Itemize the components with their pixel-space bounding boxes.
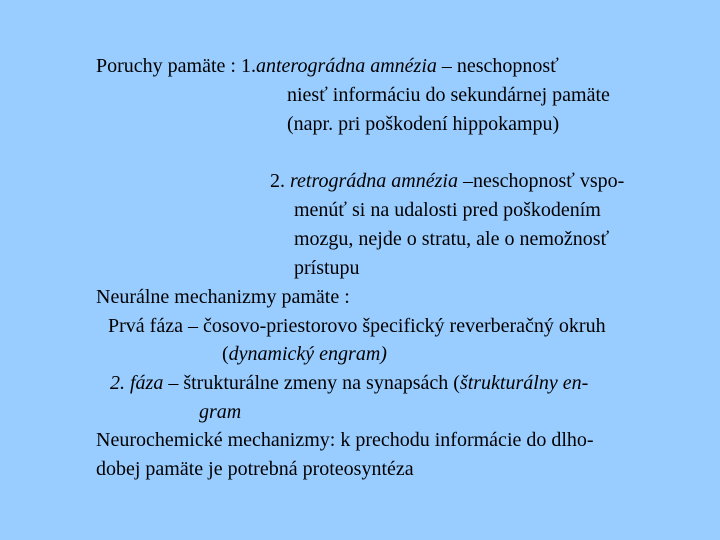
phase1-paren: ( [222, 343, 229, 365]
item2-line-4: prístupu [294, 257, 360, 279]
item2-line-3: mozgu, nejde o stratu, ale o nemožnosť [294, 228, 610, 250]
item1-line-3: (napr. pri poškodení hippokampu) [287, 113, 560, 135]
poruchy-line-1 [96, 53, 559, 79]
item1-rest: – neschopnosť [436, 55, 559, 77]
neurochem-line-2: dobej pamäte je potrebná proteosyntéza [96, 458, 414, 480]
item1-line-2: niesť informáciu do sekundárnej pamäte [287, 84, 610, 106]
poruchy-label: Poruchy pamäte : [96, 55, 241, 77]
neuralne-heading: Neurálne mechanizmy pamäte : [96, 286, 350, 308]
item2-term: retrográdna amnézia [290, 170, 458, 192]
phase2-term2: štrukturálny en- [459, 372, 589, 394]
phase1-term: dynamický engram) [228, 343, 387, 365]
phase2-term: 2. fáza [110, 372, 164, 394]
phase2-rest: – štrukturálne zmeny na synapsách ( [163, 372, 460, 394]
item2-line-1 [270, 168, 624, 194]
item2-rest: –neschopnosť vspo- [457, 170, 625, 192]
phase2-line-1 [110, 370, 588, 396]
phase1-line-1: Prvá fáza – čosovo-priestorovo špecifický reverberačný okruh [108, 315, 606, 337]
item1-term: anterográdna amnézia [255, 55, 437, 77]
item1-number: 1. [240, 55, 256, 77]
item2-number: 2. [270, 170, 290, 192]
neurochem-line-1: Neurochemické mechanizmy: k prechodu informácie do dlho- [96, 429, 594, 451]
phase1-line-2 [222, 341, 387, 367]
phase2-line-2: gram [199, 401, 242, 423]
item2-line-2: menúť si na udalosti pred poškodením [294, 199, 601, 221]
